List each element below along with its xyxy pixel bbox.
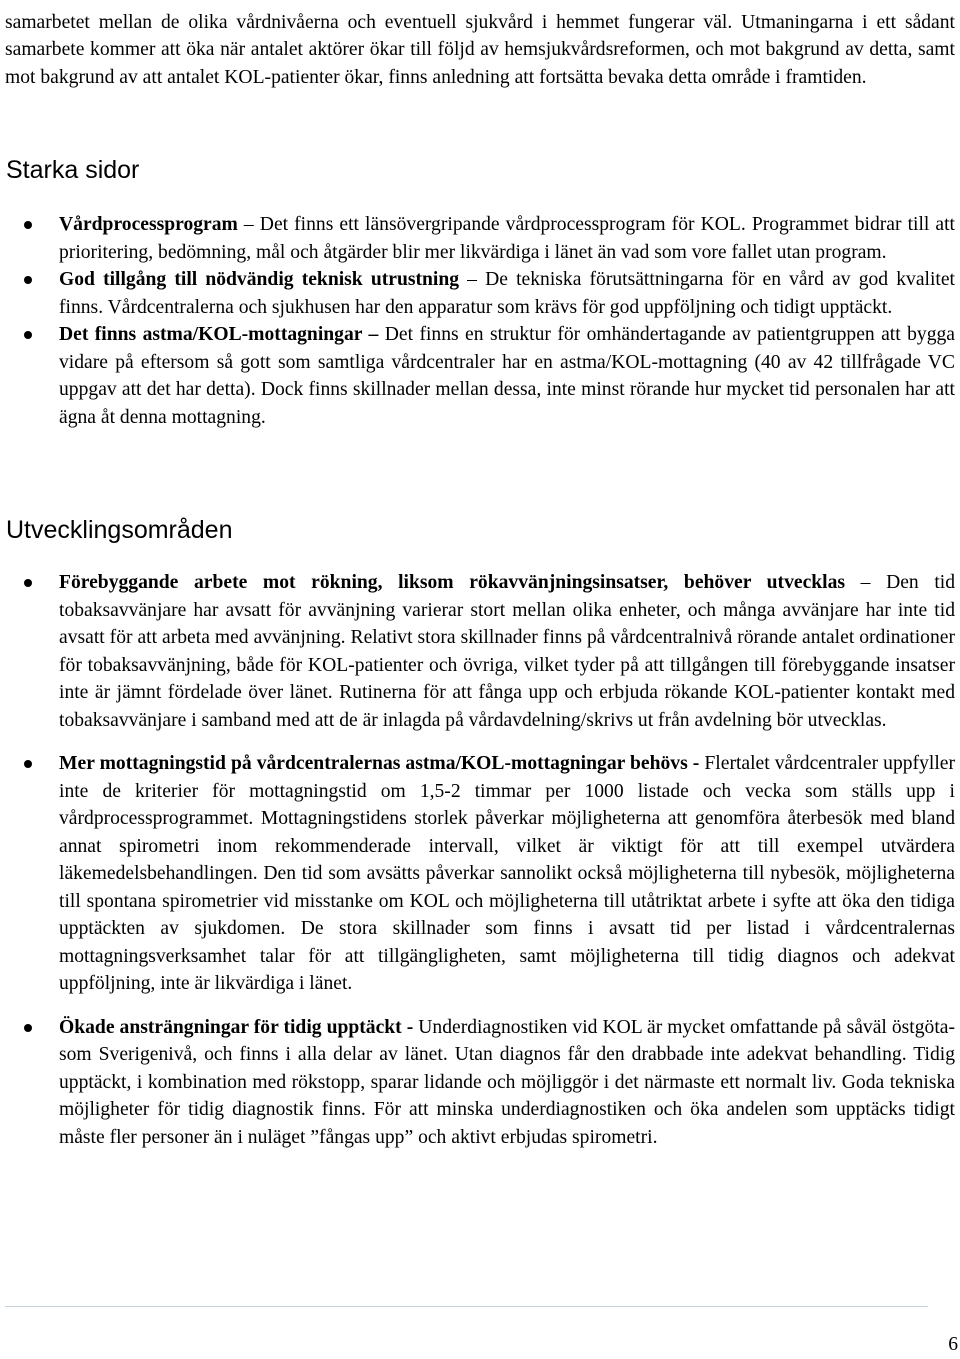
- page-number: 6: [948, 1334, 958, 1355]
- bullet-icon: [24, 579, 32, 587]
- item-text: De tekniska förutsättningarna för en vård av god kvalitet finns. Vårdcentralerna och sjukhusen har den apparatur som krävs för god uppföljning och tidigt upptäckt.: [59, 269, 955, 318]
- strengths-list: [0, 211, 955, 431]
- list-item: [0, 266, 955, 321]
- list-item: [0, 1014, 955, 1152]
- list-item: [0, 321, 955, 431]
- bullet-icon: [24, 276, 32, 284]
- development-list: [0, 569, 955, 1167]
- footer-divider: [5, 1306, 928, 1307]
- item-term: Vårdprocessprogram: [59, 214, 238, 235]
- list-item: [0, 569, 955, 734]
- item-separator: –: [459, 269, 486, 290]
- item-term: Förebyggande arbete mot rökning, liksom rökavvänjningsinsatser, behöver utvecklas: [59, 572, 846, 593]
- bullet-icon: [24, 221, 32, 229]
- item-term: God tillgång till nödvändig teknisk utrustning: [59, 269, 460, 290]
- development-heading: Utvecklingsområden: [6, 516, 233, 544]
- bullet-icon: [24, 760, 32, 768]
- item-term: Ökade ansträngningar för tidig upptäckt -: [59, 1016, 414, 1038]
- item-text: Det finns en struktur för omhändertagande av patientgruppen att bygga vidare på eftersom så gott som samtliga vårdcentraler har en astma/KOL-mottagning (40 av 42 tillfrågade VC uppgav att det har detta). Dock finns skillnader mellan dessa, inte minst rörande hur mycket tid personalen har att ägna åt denna mottagning.: [59, 324, 955, 428]
- strengths-heading: Starka sidor: [6, 156, 140, 184]
- list-item: [0, 211, 955, 266]
- bullet-icon: [24, 1024, 32, 1032]
- bullet-icon: [24, 331, 32, 339]
- item-text: Den tid tobaksavvänjare har avsatt för avvänjning varierar stort mellan olika enheter, och många avvänjare har inte tid avsatt för att arbeta med avvänjning. Relativt stora skillnader finns på vårdcentralnivå rörande antalet ordinationer för tobaksavvänjning, både för KOL-patienter och övriga, vilket tyder på att tillgången till förebyggande insatser inte är jämnt fördelade över länet. Rutinerna för att fånga upp och erbjuda rökande KOL-patienter kontakt med tobaksavvänjare i samband med att de är inlagda på vårdavdelning/skrivs ut från avdelning bör utvecklas.: [59, 572, 956, 731]
- item-term: Det finns astma/KOL-mottagningar –: [59, 324, 379, 345]
- item-separator: –: [845, 572, 887, 593]
- item-text: Det finns ett länsövergripande vårdprocessprogram för KOL. Programmet bidrar till att prioritering, bedömning, mål och åtgärder blir mer likvärdiga i länet än vad som vore fallet utan program.: [59, 214, 956, 263]
- item-term: Mer mottagningstid på vårdcentralernas astma/KOL-mottagningar behövs -: [59, 753, 700, 774]
- list-item: [0, 750, 955, 998]
- intro-paragraph: samarbetet mellan de olika vårdnivåerna och eventuell sjukvård i hemmet fungerar väl. Utmaningarna i ett sådant samarbete kommer att öka när antalet aktörer ökar till följd av hemsjukvårdsreformen, och mot bakgrund av detta, samt mot bakgrund av att antalet KOL-patienter ökar, finns anledning att fortsätta bevaka detta område i framtiden.: [5, 11, 955, 88]
- item-separator: –: [237, 214, 260, 235]
- item-text: Underdiagnostiken vid KOL är mycket omfattande på såväl östgöta- som Sverigenivå, och finns i alla delar av länet. Utan diagnos får den drabbade inte adekvat behandling. Tidig upptäckt, i kombination med rökstopp, sparar lidande och möjliggör i det närmaste ett normalt liv. Goda tekniska möjligheter för tidig diagnostik finns. För att minska underdiagnostiken och öka andelen som upptäcks tidigt måste fler personer än i nuläget ”fångas upp” och aktivt erbjudas spirometri.: [59, 1016, 955, 1148]
- item-text: Flertalet vårdcentraler uppfyller inte de kriterier för mottagningstid om 1,5-2 timmar per 1000 listade och vecka som ställs upp i vårdprocessprogrammet. Mottagningstidens storlek påverkar möjligheterna att genomföra återbesök med bland annat spirometri inom rekommenderade intervall, vilket är viktigt för att till exempel utvärdera läkemedelsbehandlingen. Den tid som avsätts påverkar sannolikt också möjligheterna till nybesök, möjligheterna till spontana spirometrier vid misstanke om KOL och möjligheterna till utåtriktat arbete i syfte att öka den tidiga upptäckten av sjukdomen. De stora skillnader som finns i avsatt tid per listad i vårdcentralernas mottagningsverksamhet talar för att tillgängligheten, samt möjligheterna till tidig diagnos och adekvat uppföljning, inte är likvärdiga i länet.: [59, 753, 955, 994]
